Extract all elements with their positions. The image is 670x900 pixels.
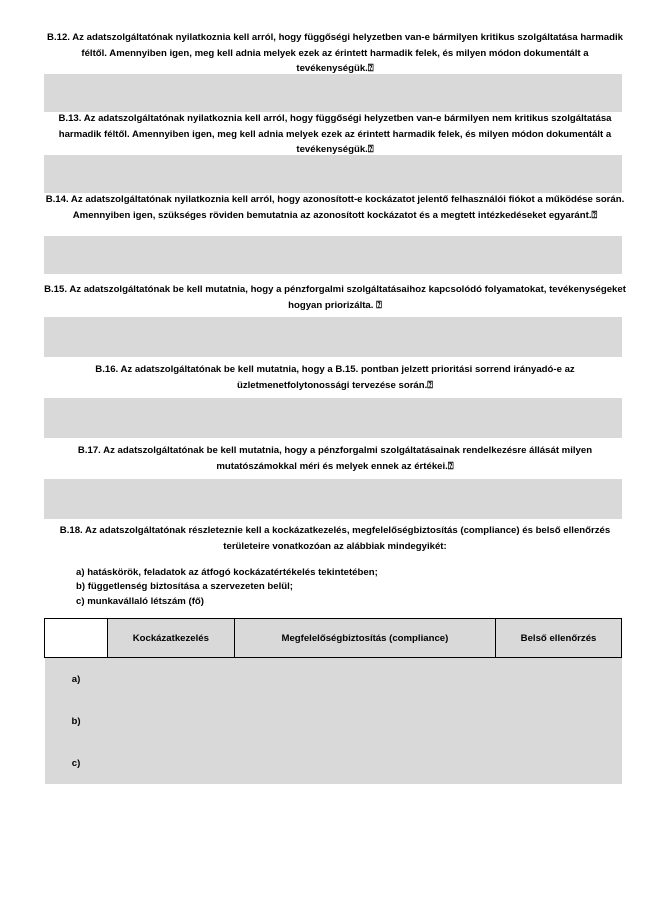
table-row	[45, 700, 622, 742]
table-cell[interactable]	[108, 658, 235, 701]
answer-field-b15[interactable]	[44, 317, 622, 357]
answer-field-b13[interactable]	[44, 155, 622, 193]
question-b12: B.12. Az adatszolgáltatónak nyilatkoznia kell arról, hogy függőségi helyzetben van-e bármilyen kritikus szolgáltatása harmadik féltől. Amennyiben igen, meg kell adnia melyek ezek az érintett harmadik felek, és milyen módon dokumentált a tevékenységük.⍰	[47, 32, 623, 75]
column-header-internal-audit: Belső ellenőrzés	[496, 619, 622, 658]
table-corner-cell	[45, 619, 108, 658]
table-row	[45, 658, 622, 701]
table-cell[interactable]	[234, 742, 495, 784]
table-cell[interactable]	[496, 658, 622, 701]
row-label: b)	[45, 700, 108, 742]
b18-table	[44, 618, 622, 784]
row-label: c)	[45, 742, 108, 784]
table-cell[interactable]	[496, 742, 622, 784]
table-cell[interactable]	[108, 700, 235, 742]
question-b15: B.15. Az adatszolgáltatónak be kell mutatnia, hogy a pénzforgalmi szolgáltatásaihoz kapcsolódó folyamatokat, tevékenységeket hogyan priorizálta. ⍰	[44, 284, 626, 311]
table-cell[interactable]	[496, 700, 622, 742]
table-cell[interactable]	[234, 658, 495, 701]
question-b18: B.18. Az adatszolgáltatónak részleteznie kell a kockázatkezelés, megfelelőségbiztosítás (compliance) és belső ellenőrzés területeire vonatkozóan az alábbiak mindegyikét:	[59, 525, 611, 552]
list-item: c) munkavállaló létszám (fő)	[76, 595, 204, 607]
question-b17: B.17. Az adatszolgáltatónak be kell mutatnia, hogy a pénzforgalmi szolgáltatásainak rendelkezésre állását milyen mutatószámokkal méri és melyek ennek az értékei.⍰	[77, 445, 593, 472]
answer-field-b16[interactable]	[44, 398, 622, 438]
table-cell[interactable]	[234, 700, 495, 742]
table-row	[45, 742, 622, 784]
list-item: b) függetlenség biztosítása a szervezeten belül;	[76, 581, 293, 593]
b18-item-list	[76, 566, 378, 609]
question-b13: B.13. Az adatszolgáltatónak nyilatkoznia kell arról, hogy függőségi helyzetben van-e bármilyen nem kritikus szolgáltatása harmadik féltől. Amennyiben igen, meg kell adnia melyek ezek az érintett harmadik felek, és milyen módon dokumentált a tevékenységük.⍰	[58, 113, 612, 156]
answer-field-b17[interactable]	[44, 479, 622, 519]
answer-field-b12[interactable]	[44, 74, 622, 112]
table-cell[interactable]	[108, 742, 235, 784]
table-header-row	[45, 619, 622, 658]
row-label: a)	[45, 658, 108, 701]
question-b16: B.16. Az adatszolgáltatónak be kell mutatnia, hogy a B.15. pontban jelzett prioritási sorrend irányadó-e az üzletmenetfolytonossági tervezése során.⍰	[95, 364, 575, 391]
list-item: a) hatáskörök, feladatok az átfogó kockázatértékelés tekintetében;	[76, 567, 378, 578]
column-header-compliance: Megfelelőségbiztosítás (compliance)	[234, 619, 495, 658]
column-header-risk-management: Kockázatkezelés	[108, 619, 235, 658]
answer-field-b14[interactable]	[44, 236, 622, 274]
question-b14: B.14. Az adatszolgáltatónak nyilatkoznia kell arról, hogy azonosított-e kockázatot jelentő felhasználói fiókot a működése során. Amennyiben igen, szükséges röviden bemutatnia az azonosított kockázatot és a megtett intézkedéseket egyaránt.⍰	[45, 194, 625, 221]
